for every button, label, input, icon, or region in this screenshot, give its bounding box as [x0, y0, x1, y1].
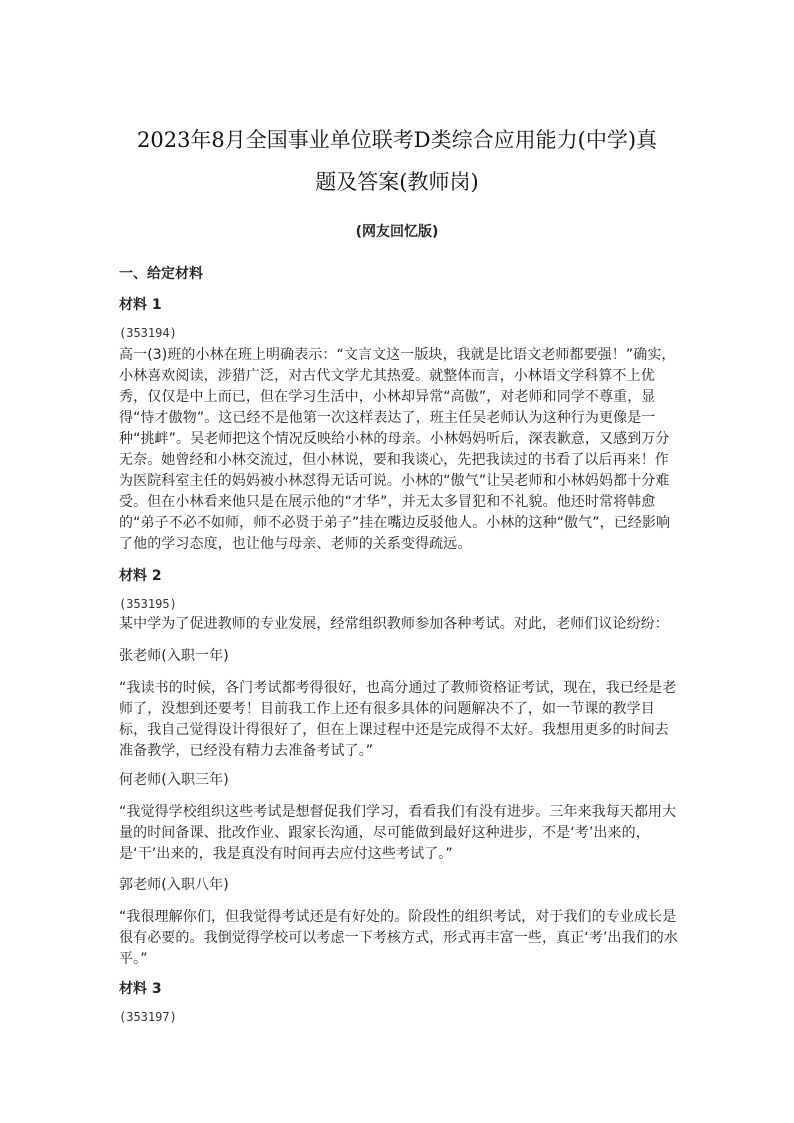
- document-title-line-1: 2023年8月全国事业单位联考D类综合应用能力(中学)真: [136, 128, 658, 152]
- material-3-heading: 材料 3: [119, 981, 162, 997]
- teacher-name: 郭老师(入职八年): [119, 877, 229, 893]
- material-3-id: (353197): [119, 1010, 177, 1024]
- section-heading: 一、给定材料: [119, 266, 203, 282]
- teacher-quote: “我读书的时候，各门考试都考得很好，也高分通过了教师资格证考试，现在，我已经是老师了，没想到还要考！目前我工作上还有很多具体的问题解决不了，如一节课的教学目标，我自己觉得设计得很好了，但在上课过程中还是完成得不太好。我想用更多的时间去准备教学，已经没有精力去准备考试了。”: [119, 680, 677, 759]
- material-2-id: (353195): [119, 597, 177, 611]
- material-2-intro: 某中学为了促进教师的专业发展，经常组织教师参加各种考试。对此，老师们议论纷纷：: [119, 616, 669, 632]
- material-1-heading: 材料 1: [119, 297, 162, 313]
- document-title-line-2: 题及答案(教师岗): [315, 170, 479, 194]
- material-1-id: (353194): [119, 326, 177, 340]
- document-subtitle: (网友回忆版): [355, 224, 439, 240]
- material-2-heading: 材料 2: [119, 568, 162, 584]
- teacher-quote: “我很理解你们，但我觉得考试还是有好处的。阶段性的组织考试，对于我们的专业成长是很有必要的。我倒觉得学校可以考虑一下考核方式，形式再丰富一些，真正‘考’出我们的水平。”: [119, 909, 678, 967]
- material-1-paragraph: 高一(3)班的小林在班上明确表示：“文言文这一版块，我就是比语文老师都要强！”确实，小林喜欢阅读，涉猎广泛，对古代文学尤其热爱。就整体而言，小林语文学科算不上优秀，仅仅是中上而已，但在学习生活中，小林却异常“高傲”，对老师和同学不尊重，显得“恃才傲物”。这已经不是他第一次这样表达了，班主任吴老师认为这种行为更像是一种“挑衅”。吴老师把这个情况反映给小林的母亲。小林妈妈听后，深表歉意，又感到万分无奈。她曾经和小林交流过，但小林说，要和我谈心，先把我读过的书看了以后再来！作为医院科室主任的妈妈被小林怼得无话可说。小林的“傲气”让吴老师和小林妈妈都十分难受。但在小林看来他只是在展示他的“才华”，并无太多冒犯和不礼貌。他还时常将韩愈的“弟子不必不如师，师不必贤于弟子”挂在嘴边反驳他人。小林的这种“傲气”，已经影响了他的学习态度，也让他与母亲、老师的关系变得疏远。: [119, 347, 676, 552]
- teacher-name: 张老师(入职一年): [119, 648, 229, 664]
- teacher-name: 何老师(入职三年): [119, 772, 229, 788]
- teacher-quote: “我觉得学校组织这些考试是想督促我们学习，看看我们有没有进步。三年来我每天都用大量的时间备课、批改作业、跟家长沟通，尽可能做到最好这种进步，不是‘考’出来的，是‘干’出来的，我是真没有时间再去应付这些考试了。”: [119, 804, 677, 862]
